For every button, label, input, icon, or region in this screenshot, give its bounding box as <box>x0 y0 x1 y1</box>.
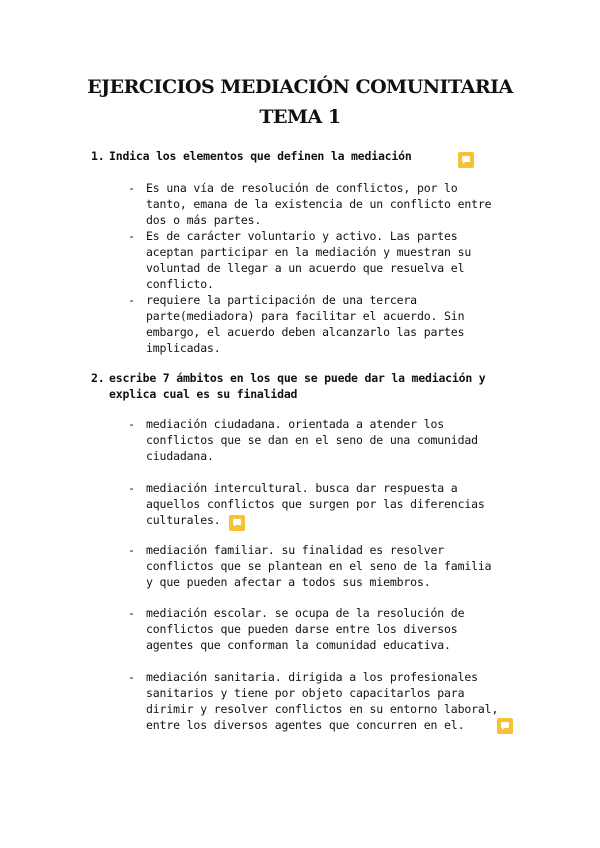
bullet-line: dirimir y resolver conflictos en su entorno laboral, <box>146 702 499 716</box>
bullet-line: parte(mediadora) para facilitar el acuerdo. Sin <box>146 309 465 323</box>
comment-icon[interactable] <box>229 515 245 531</box>
bullet-line: mediación escolar. se ocupa de la resolución de <box>146 606 465 620</box>
bullet-line: y que pueden afectar a todos sus miembros. <box>146 575 431 589</box>
bullet-line: culturales. <box>146 513 221 527</box>
bullet-dash: - <box>128 670 135 684</box>
bullet-line: requiere la participación de una tercera <box>146 293 417 307</box>
bullet-line: conflictos que pueden darse entre los diversos <box>146 622 458 636</box>
bullet-line: tanto, emana de la existencia de un conflicto entre <box>146 197 492 211</box>
document-subtitle: TEMA 1 <box>259 106 341 128</box>
bullet-line: aceptan participar en la mediación y muestran su <box>146 245 472 259</box>
bullet-line: agentes que conforman la comunidad educativa. <box>146 638 451 652</box>
bullet-dash: - <box>128 181 135 195</box>
bullet-dash: - <box>128 229 135 243</box>
question-2-text: escribe 7 ámbitos en los que se puede dar la mediación y <box>109 371 486 385</box>
bullet-line: Es una vía de resolución de conflictos, por lo <box>146 181 458 195</box>
document-title: EJERCICIOS MEDIACIÓN COMUNITARIA <box>87 76 513 98</box>
comment-icon[interactable] <box>458 152 474 168</box>
question-2-number: 2. <box>91 371 105 385</box>
bullet-line: embargo, el acuerdo deben alcanzarlo las partes <box>146 325 465 339</box>
question-1-number: 1. <box>91 149 105 163</box>
bullet-line: mediación familiar. su finalidad es resolver <box>146 543 445 557</box>
bullet-line: dos o más partes. <box>146 213 262 227</box>
bullet-line: entre los diversos agentes que concurren en el. <box>146 718 465 732</box>
bullet-line: ciudadana. <box>146 449 214 463</box>
bullet-line: mediación sanitaria. dirigida a los profesionales <box>146 670 478 684</box>
bullet-line: conflictos que se plantean en el seno de la familia <box>146 559 492 573</box>
bullet-line: sanitarios y tiene por objeto capacitarlos para <box>146 686 465 700</box>
bullet-line: conflictos que se dan en el seno de una comunidad <box>146 433 478 447</box>
question-1-text: Indica los elementos que definen la mediación <box>109 149 412 163</box>
bullet-line: conflicto. <box>146 277 214 291</box>
bullet-line: aquellos conflictos que surgen por las diferencias <box>146 497 485 511</box>
bullet-line: mediación intercultural. busca dar respuesta a <box>146 481 458 495</box>
bullet-dash: - <box>128 543 135 557</box>
bullet-dash: - <box>128 293 135 307</box>
question-2-text: explica cual es su finalidad <box>109 387 298 401</box>
comment-icon[interactable] <box>497 718 513 734</box>
bullet-line: voluntad de llegar a un acuerdo que resuelva el <box>146 261 465 275</box>
bullet-line: mediación ciudadana. orientada a atender los <box>146 417 445 431</box>
bullet-line: implicadas. <box>146 341 221 355</box>
bullet-dash: - <box>128 481 135 495</box>
bullet-line: Es de carácter voluntario y activo. Las partes <box>146 229 458 243</box>
bullet-dash: - <box>128 606 135 620</box>
bullet-dash: - <box>128 417 135 431</box>
